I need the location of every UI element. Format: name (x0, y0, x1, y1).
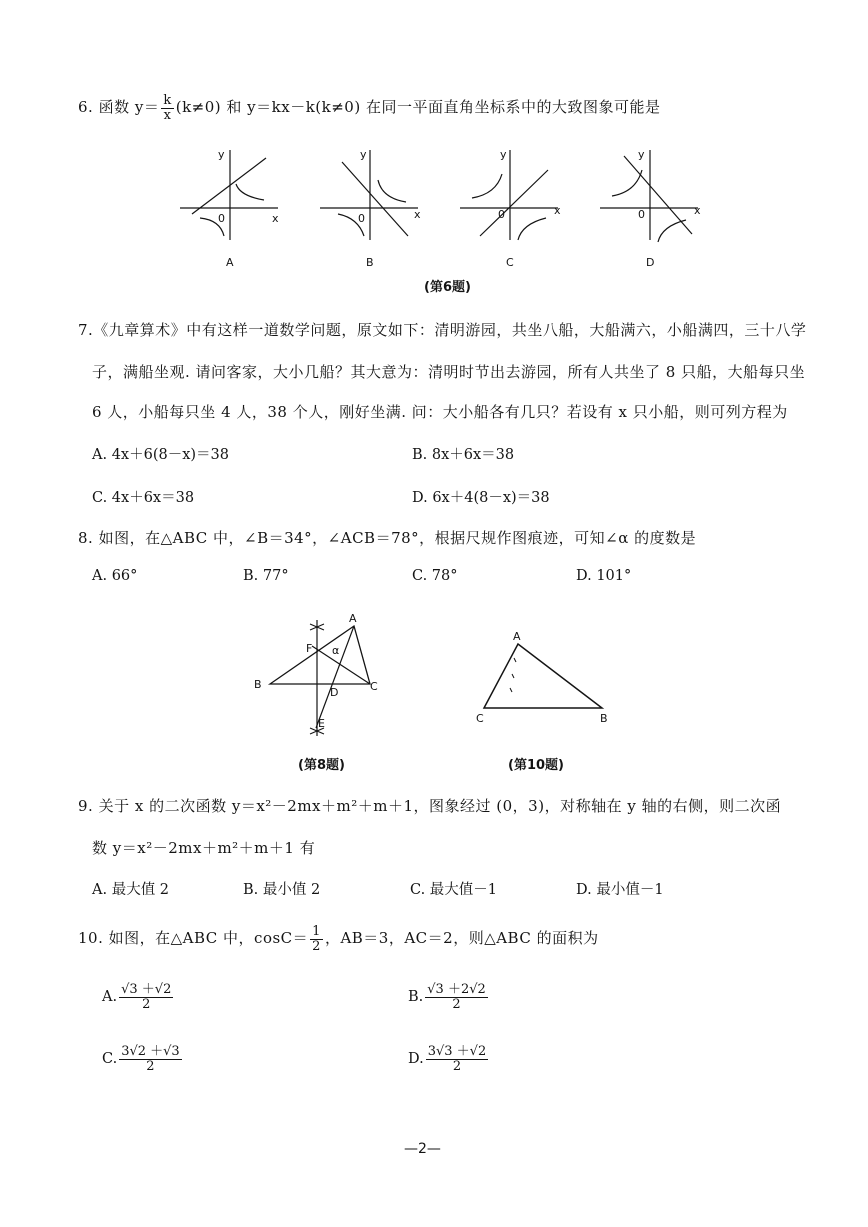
q10-figure (470, 628, 630, 733)
frac-num: √3 ＋2√2 (427, 982, 486, 997)
graph-label-d: D (646, 256, 655, 269)
line-graph (342, 162, 408, 236)
q6-graph-d (600, 148, 701, 269)
page-number: —2— (404, 1141, 441, 1157)
q6-caption: (第6题) (424, 280, 471, 295)
frac-num: 3√3 ＋√2 (427, 1044, 487, 1059)
vertex-b-label: B (254, 678, 262, 691)
frac-den: 2 (452, 996, 461, 1012)
q9-option-b[interactable]: B. 最小值 2 (243, 882, 321, 898)
q8-line-1: 8. 如图，在△ABC 中，∠B＝34°，∠ACB＝78°，根据尺规作图痕迹，可知∠α 的度数是 (78, 529, 697, 547)
triangle-abc (484, 644, 602, 708)
q6-graph-c (460, 148, 561, 269)
vertex-a-label: A (513, 630, 521, 643)
q10-text (78, 925, 599, 953)
q10-option-a[interactable] (102, 983, 175, 1011)
q7-option-c[interactable]: C. 4x＋6x＝38 (92, 490, 195, 506)
line-graph (624, 156, 692, 234)
q8-option-c[interactable]: C. 78° (412, 568, 458, 584)
q6-condition: (k≠0) 和 y＝kx－k(k≠0) 在同一平面直角坐标系中的大致图象可能是 (175, 98, 661, 117)
frac-num: 3√2 ＋√3 (121, 1044, 180, 1059)
frac-den: 2 (142, 996, 151, 1012)
origin-label: 0 (638, 208, 645, 221)
frac-den: 2 (452, 1058, 462, 1074)
q10-option-d[interactable] (408, 1045, 490, 1073)
hyperbola-branch (378, 180, 406, 202)
q7-line-1: 7.《九章算术》中有这样一道数学问题，原文如下：清明游园，共坐八船，大船满六，小船满四，三十八学 (78, 321, 807, 339)
point-e-label: E (318, 717, 325, 730)
line-graph (480, 170, 548, 236)
q9-option-a[interactable]: A. 最大值 2 (92, 882, 170, 898)
vertex-b-label: B (600, 712, 608, 725)
vertex-c-label: C (476, 712, 484, 725)
q6-text (78, 94, 660, 122)
hyperbola-branch (658, 220, 686, 242)
option-fraction (119, 1045, 182, 1073)
q6-y-eq: y＝ (134, 98, 160, 117)
frac-den: 2 (146, 1058, 155, 1074)
point-f-label: F (306, 642, 313, 655)
option-label: B. (408, 989, 424, 1006)
hyperbola-branch (612, 170, 642, 196)
hyperbola-branch (472, 174, 502, 198)
q6-frac-num: k (163, 93, 172, 108)
q9-option-d[interactable]: D. 最小值－1 (576, 882, 664, 898)
q7-line-3: 6 人，小船每只坐 4 人，38 个人，刚好坐满. 问：大小船各有几只？若设有 x 只小船，则可列方程为 (92, 403, 788, 421)
q8-caption: (第8题) (298, 758, 345, 773)
graph-label-c: C (506, 256, 514, 269)
option-label: A. (102, 989, 118, 1006)
graph-label-b: B (366, 256, 374, 269)
q8-figure (250, 610, 400, 745)
q10-suffix: ，AB＝3，AC＝2，则△ABC 的面积为 (324, 929, 599, 948)
q8-option-d[interactable]: D. 101° (576, 568, 632, 584)
q8-option-b[interactable]: B. 77° (243, 568, 289, 584)
x-axis-label: x (414, 208, 421, 221)
q9-line-2: 数 y＝x²－2mx＋m²＋m＋1 有 (92, 839, 316, 857)
y-axis-label: y (360, 148, 367, 161)
hyperbola-branch (518, 218, 546, 240)
q8-option-a[interactable]: A. 66° (92, 568, 138, 584)
line-graph (192, 158, 266, 214)
triangle-abc (270, 626, 370, 684)
q6-graphs (170, 140, 710, 270)
point-d-label: D (330, 686, 339, 699)
x-axis-label: x (694, 204, 701, 217)
y-axis-label: y (638, 148, 645, 161)
graph-label-a: A (226, 256, 234, 269)
hyperbola-branch (236, 184, 264, 200)
tick-marks (510, 658, 516, 692)
option-label: C. (102, 1051, 118, 1068)
option-fraction (426, 1045, 489, 1073)
q6-frac-den: x (163, 107, 172, 123)
option-label: D. (408, 1051, 424, 1068)
q10-frac-den: 2 (312, 938, 321, 954)
vertex-a-label: A (349, 612, 357, 625)
q10-fraction (310, 925, 323, 953)
q10-option-b[interactable] (408, 983, 490, 1011)
q10-frac-num: 1 (312, 924, 321, 939)
q9-option-c[interactable]: C. 最大值－1 (410, 882, 498, 898)
q10-option-c[interactable] (102, 1045, 184, 1073)
segment-ae (316, 626, 354, 728)
x-axis-label: x (272, 212, 279, 225)
option-fraction (119, 983, 173, 1011)
origin-label: 0 (218, 212, 225, 225)
q7-line-2: 子，满船坐观. 请问客家，大小几船？其大意为：清明时节出去游园，所有人共坐了 8 只船，大船每只坐 (92, 363, 806, 381)
vertex-c-label: C (370, 680, 378, 693)
q9-line-1: 9. 关于 x 的二次函数 y＝x²－2mx＋m²＋m＋1，图象经过 (0，3)，对称轴在 y 轴的右侧，则二次函 (78, 797, 782, 815)
q7-option-b[interactable]: B. 8x＋6x＝38 (412, 447, 515, 463)
q10-prefix: 10. 如图，在△ABC 中，cosC＝ (78, 929, 309, 948)
origin-label: 0 (498, 208, 505, 221)
x-axis-label: x (554, 204, 561, 217)
q6-graph-b (320, 148, 421, 269)
q6-number: 6. 函数 (78, 98, 135, 117)
q7-option-d[interactable]: D. 6x＋4(8－x)＝38 (412, 490, 550, 506)
origin-label: 0 (358, 212, 365, 225)
q6-graph-a (180, 148, 279, 269)
option-fraction (425, 983, 488, 1011)
q7-option-a[interactable]: A. 4x＋6(8－x)＝38 (92, 447, 229, 463)
q10-figure-caption: (第10题) (508, 758, 564, 773)
angle-alpha-label: α (332, 644, 340, 657)
frac-num: √3 ＋√2 (121, 982, 172, 997)
y-axis-label: y (218, 148, 225, 161)
y-axis-label: y (500, 148, 507, 161)
q6-fraction (161, 94, 173, 122)
